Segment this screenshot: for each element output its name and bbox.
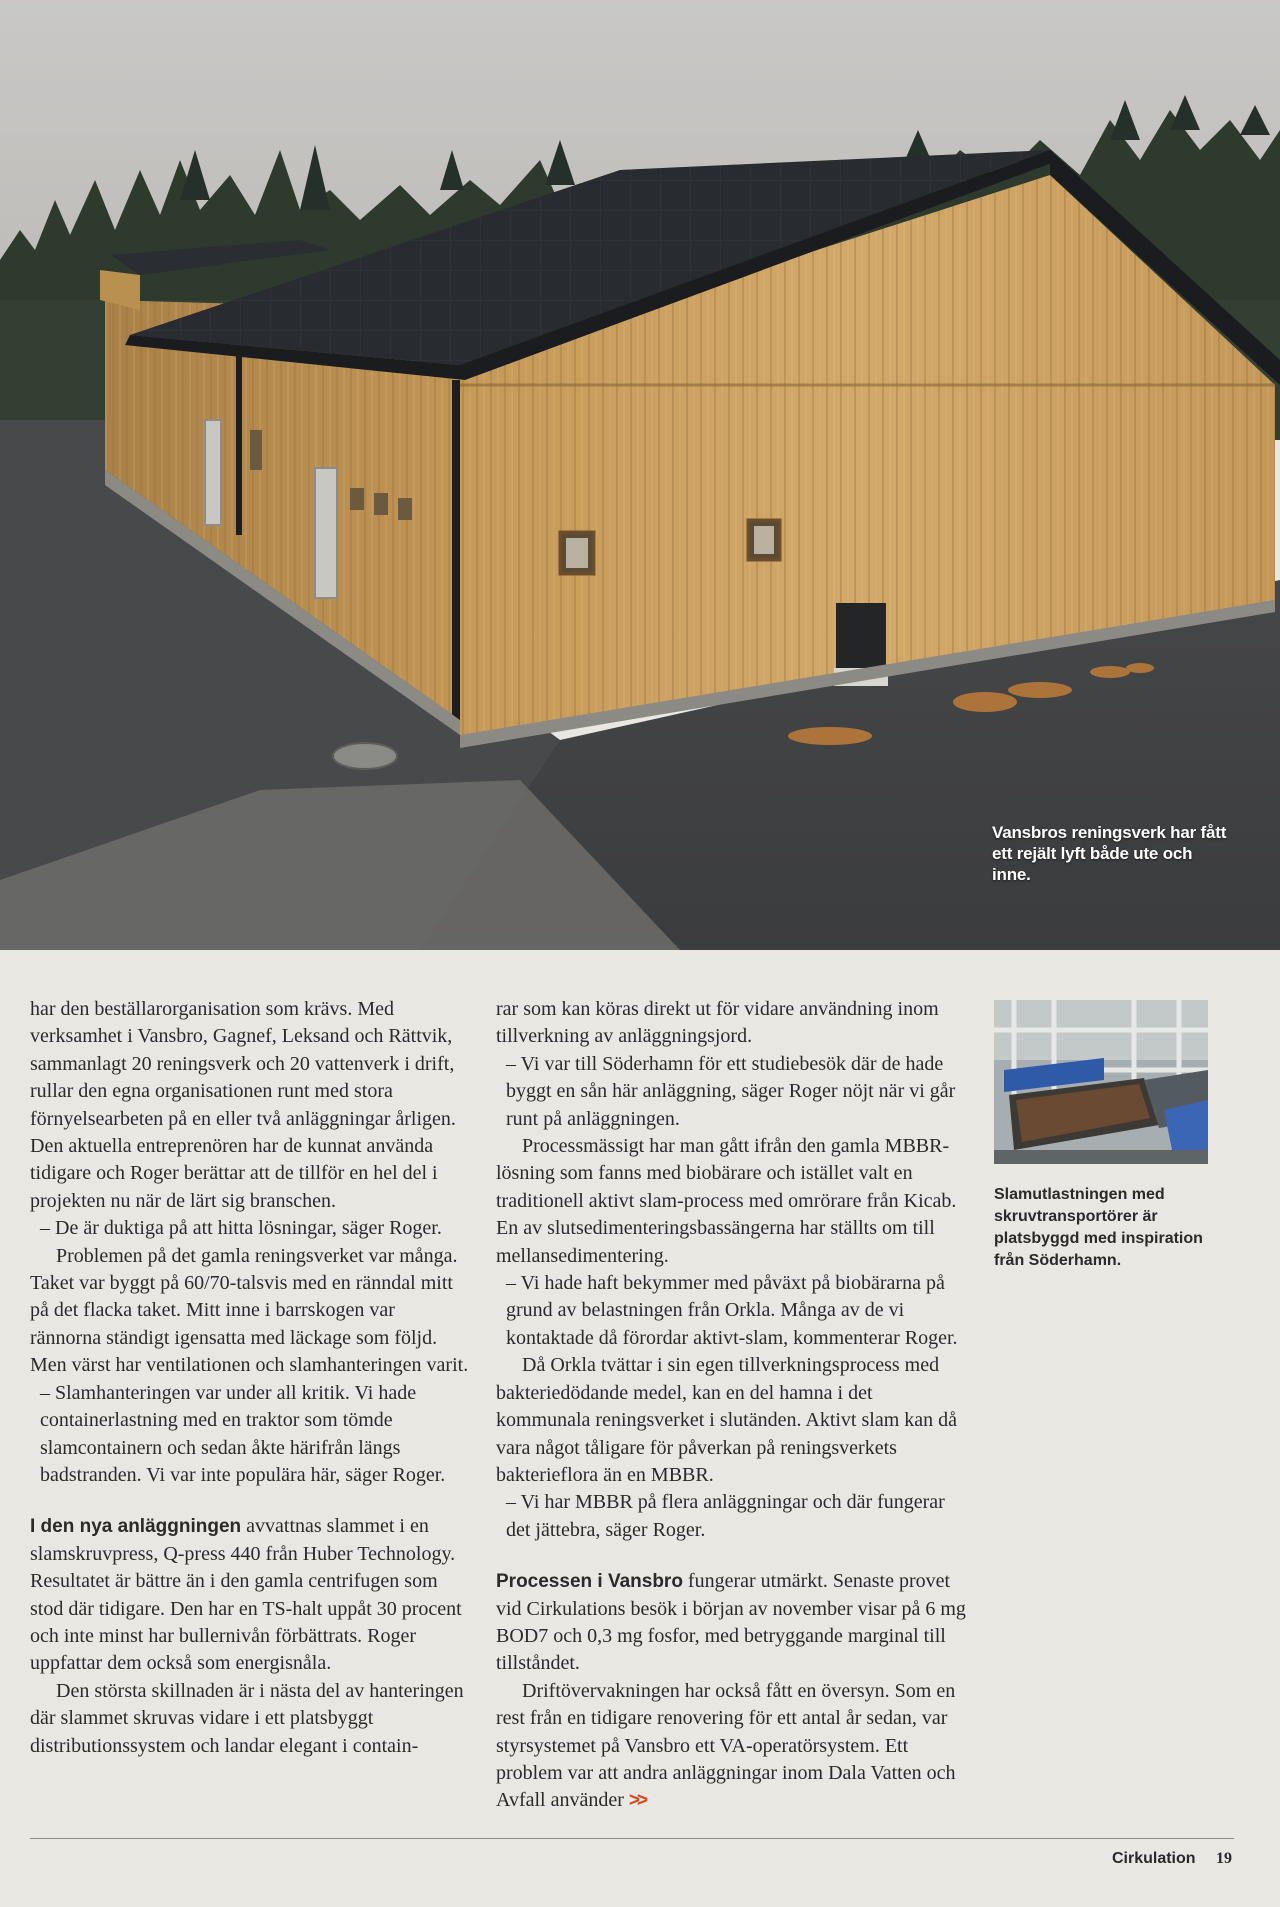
footer-divider: [30, 1838, 1234, 1839]
magazine-name: Cirkulation: [1111, 1850, 1196, 1867]
quote-paragraph: – Vi har MBBR på flera anläggningar och där fungerar det jättebra, säger Roger.: [506, 1491, 945, 1541]
section-text: fungerar utmärkt. Senaste provet vid Cirkulations besök i början av november visar på 6 mg BOD7 och 0,3 mg fosfor, med betryggande marginal till tillståndet.: [496, 1570, 966, 1675]
text-column-1: [30, 996, 470, 1760]
paragraph: Den största skillnaden är i nästa del av hanteringen där slammet skruvas vidare i ett platsbyggt distributionssystem och landar elegant i contain-: [30, 1679, 464, 1757]
section-lead: Processen i Vansbro: [496, 1571, 683, 1593]
paragraph: Då Orkla tvättar i sin egen tillverkningsprocess med bakteriedödande medel, kan en del hamna i det kommunala reningsverket i slutänden. Aktivt slam kan då vara något tåligare för påverkan på reningsverkets bakterieflora än en MBBR.: [496, 1354, 958, 1486]
quote-paragraph: – De är duktiga på att hitta lösningar, säger Roger.: [40, 1217, 442, 1240]
side-photo-caption: Slamutlastningen med skruvtransportörer är platsbyggd med inspiration från Söderhamn.: [994, 1186, 1203, 1269]
photo-caption: Vansbros reningsverk har fått ett rejält lyft både ute och inne.: [992, 823, 1227, 884]
quote-paragraph: – Vi hade haft bekymmer med påväxt på biobärarna på grund av belastningen från Orkla. Många av de vi kontaktade då förordar aktivt-slam, kommenterar Roger.: [506, 1272, 958, 1349]
section-text: avvattnas slammet i en slamskruvpress, Q-press 440 från Huber Technology. Resultatet är bättre än i den gamla centrifugen som stod där tidigare. Den har en TS-halt uppåt 30 procent och inte minst har bullernivån förbättrats. Roger uppfattar dem också som energisnåla.: [30, 1515, 462, 1675]
paragraph: har den beställarorganisation som krävs. Med verksamhet i Vansbro, Gagnef, Leksand och Rättvik, sammanlagt 20 reningsverk och 20 vattenverk i drift, rullar den egna organisationen runt med stora förnyelsearbeten på en eller två anläggningar årligen. Den aktuella entreprenören har de kunnat använda tidigare och Roger berättar att de tillför en hel del i projekten nu när de lärt sig branschen.: [30, 998, 456, 1212]
sludge-unloading-photo: [994, 1000, 1208, 1164]
section-paragraph: [496, 1568, 966, 1678]
page-footer: [1112, 1850, 1232, 1868]
text-column-2: [496, 996, 966, 1815]
quote-paragraph: – Vi var till Söderhamn för ett studiebesök där de hade byggt en sån här anläggning, säger Roger nöjt när vi går runt på anläggningen.: [506, 1052, 956, 1130]
paragraph: Problemen på det gamla reningsverket var många. Taket var byggt på 60/70-talsvis med en ränndal mitt på det flacka taket. Mitt inne i barrskogen var rännorna ständigt igensatta med läckage som följd. Men värst har ventilationen och slamhanteringen varit.: [30, 1244, 469, 1377]
paragraph: [496, 1678, 966, 1815]
section-lead: I den nya anläggningen: [30, 1516, 242, 1538]
quote-paragraph: – Slamhanteringen var under all kritik. Vi hade containerlastning med en traktor som tömde slamcontainern och sedan åkte härifrån längs badstranden. Vi var inte populära här, säger Roger.: [40, 1381, 446, 1486]
paragraph: rar som kan köras direkt ut för vidare användning inom tillverkning av anläggningsjord.: [496, 998, 939, 1048]
page-number: 19: [1216, 1850, 1232, 1867]
paragraph-text: Driftövervakningen har också fått en översyn. Som en rest från en tidigare renovering för ett antal år sedan, var styrsystemet på Vansbro ett VA-operatörsystem. Ett problem var att andra anläggningar inom Dala Vatten och Avfall använder: [496, 1679, 956, 1812]
building-photo: [0, 0, 1280, 950]
section-paragraph: [30, 1513, 470, 1677]
continue-arrow-icon: >>: [628, 1790, 646, 1812]
paragraph: Processmässigt har man gått ifrån den gamla MBBR-lösning som fanns med biobärare och istället valt en traditionell aktivt slam-process med omrörare från Kicab. En av slutsedimenteringsbassängerna har ställts om till mellansedimentering.: [496, 1135, 957, 1267]
